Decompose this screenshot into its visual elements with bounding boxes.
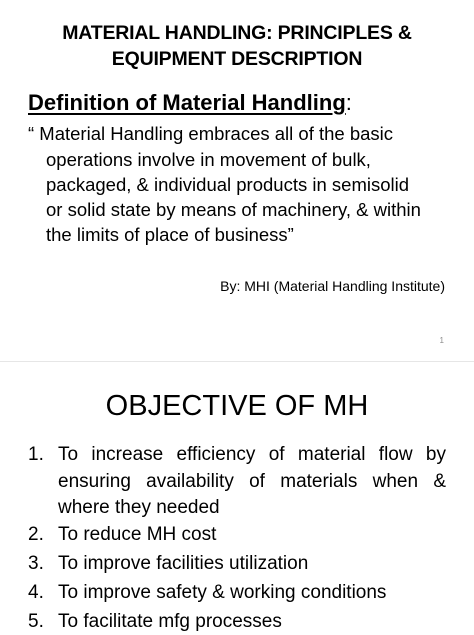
list-number: 5. — [28, 611, 44, 632]
slide-2 — [0, 362, 474, 632]
list-item-text-line: To facilitate mfg processes — [58, 611, 282, 632]
quote-line-1: “ Material Handling embraces all of the basic — [28, 123, 394, 144]
list-item-text-line: To increase efficiency of material flow by — [58, 444, 446, 465]
quote-line-5: the limits of place of business” — [46, 224, 294, 245]
list-number: 1. — [28, 444, 44, 465]
definition-heading-colon: : — [345, 90, 352, 115]
slide-title-line-2: EQUIPMENT DESCRIPTION — [111, 48, 363, 70]
list-item-text-line: To improve facilities utilization — [58, 553, 309, 574]
quote-line-4: or solid state by means of machinery, & within — [46, 199, 421, 220]
list-item-text-line: where they needed — [58, 497, 220, 518]
slide-title-line-1: MATERIAL HANDLING: PRINCIPLES & — [62, 22, 412, 44]
list-item-text-line: To improve safety & working conditions — [58, 582, 387, 603]
page-number: 1 — [439, 336, 444, 345]
list-number: 4. — [28, 582, 44, 603]
definition-heading — [28, 89, 352, 117]
quote-line-3: packaged, & individual products in semisolid — [46, 174, 410, 195]
quote-line-2: operations involve in movement of bulk, — [46, 149, 371, 170]
list-number: 2. — [28, 524, 44, 545]
objective-title: OBJECTIVE OF MH — [105, 390, 369, 422]
definition-heading-text: Definition of Material Handling — [28, 90, 346, 115]
quote-source: By: MHI (Material Handling Institute) — [220, 278, 445, 294]
list-item-text-line: ensuring availability of materials when & — [58, 471, 446, 492]
list-item-text-line: To reduce MH cost — [58, 524, 217, 545]
list-number: 3. — [28, 553, 44, 574]
